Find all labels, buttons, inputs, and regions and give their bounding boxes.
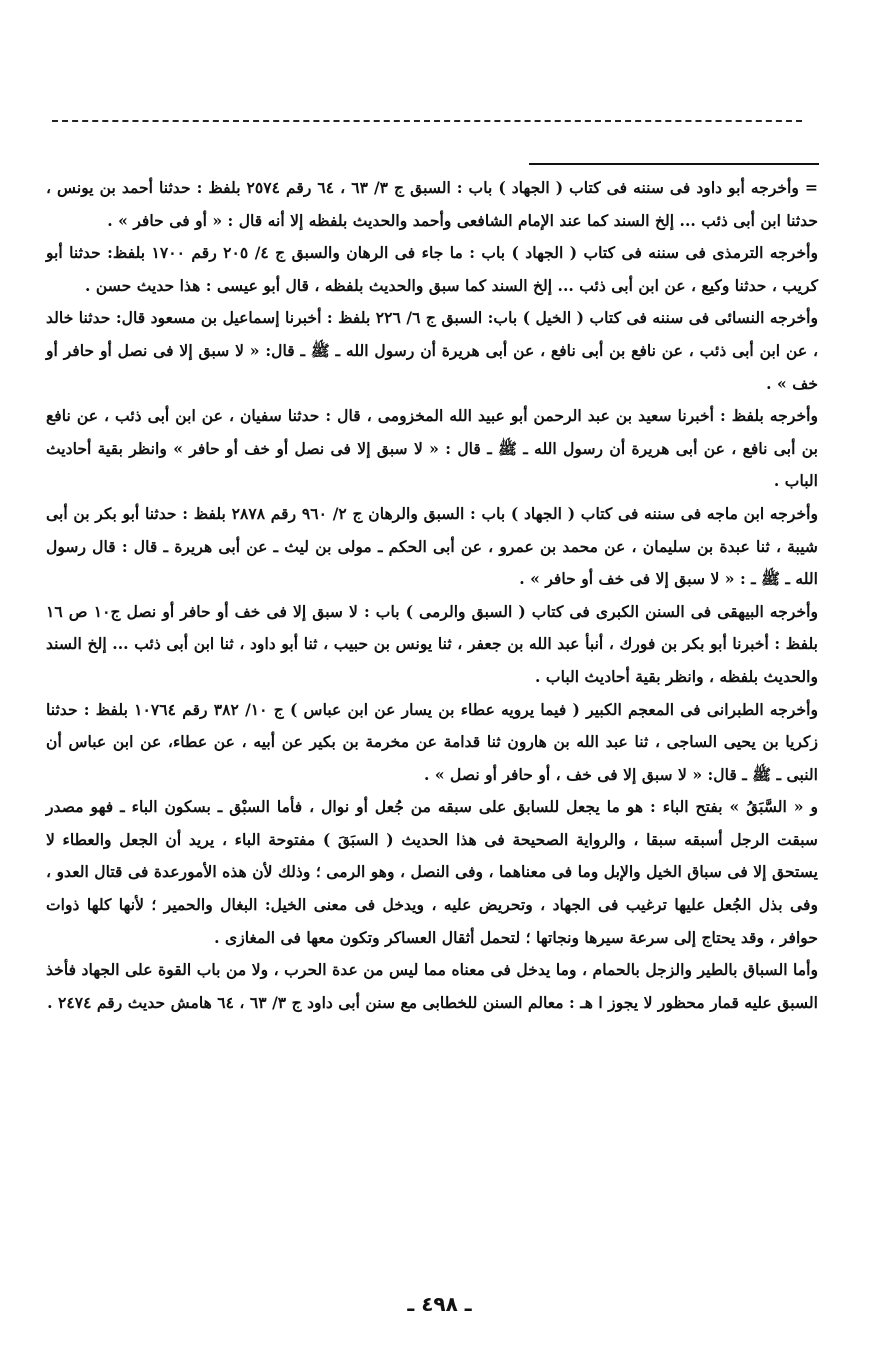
footnote-paragraph: وأخرجه بلفظ : أخبرنا سعيد بن عبد الرحمن أبو عبيد الله المخزومى ، قال : حدثنا سفيان ، عن ابن أبى ذئب ، عن نافع بن أبى نافع ، عن أبى هريرة أن رسول الله ـ ﷺ ـ قال : « لا سبق إلا فى نصل أو خف أو حافر » وانظر بقية أحاديث الباب . (46, 406, 818, 491)
header-separator (52, 120, 802, 122)
footnote-paragraph: وأخرجه البيهقى فى السنن الكبرى فى كتاب ( السبق والرمى ) باب : لا سبق إلا فى خف أو حافر أو نصل ج١٠ ص ١٦ بلفظ : أخبرنا أبو بكر بن فورك ، أنبأ عبد الله بن جعفر ، ثنا يونس بن حبيب ، ثنا أبو داود ، ثنا ابن أبى ذئب ... إلخ السند والحديث بلفظه ، وانظر بقية أحاديث الباب . (46, 601, 819, 686)
footnote-paragraph: وأخرجه ابن ماجه فى سننه فى كتاب ( الجهاد ) باب : السبق والرهان ج ٢/ ٩٦٠ رقم ٢٨٧٨ بلفظ : حدثنا أبو بكر بن أبى شيبة ، ثنا عبدة بن سليمان ، عن محمد بن عمرو ، عن أبى الحكم ـ مولى بن ليث ـ عن أبى هريرة ـ قال : قال رسول الله ـ ﷺ ـ : « لا سبق إلا فى خف أو حافر » . (46, 503, 818, 589)
footnote-paragraph: = وأخرجه أبو داود فى سننه فى كتاب ( الجهاد ) باب : السبق ج ٣/ ٦٣ ، ٦٤ رقم ٢٥٧٤ بلفظ : حدثنا أحمد بن يونس ، حدثنا ابن أبى ذئب ... إلخ السند كما عند الإمام الشافعى وأحمد والحديث بلفظه إلا أنه قال : « أو فى حافر » . (46, 178, 818, 230)
footnote-paragraph: وأما السباق بالطير والزجل بالحمام ، وما يدخل فى معناه مما ليس من عدة الحرب ، ولا من باب القوة على الجهاد فأخذ السبق عليه قمار محظور لا يجوز ا هـ : معالم السنن للخطابى مع سنن أبى داود ج ٣/ ٦٣ ، ٦٤ هامش حديث رقم ٢٤٧٤ . (46, 960, 818, 1012)
footnote-paragraph: وأخرجه الطبرانى فى المعجم الكبير ( فيما يرويه عطاء بن يسار عن ابن عباس ) ج ١٠/ ٣٨٢ رقم ١٠٧٦٤ بلفظ : حدثنا زكريا بن يحيى الساجى ، ثنا عبد الله بن هارون ثنا قدامة عن مخرمة بن بكير عن أبيه ، عن عطاء، عن ابن عباس أن النبى ـ ﷺ ـ قال: « لا سبق إلا فى خف ، أو حافر أو نصل » . (46, 699, 819, 784)
page-number: ـ ٤٩٨ ـ (407, 1292, 472, 1316)
footnote-paragraph: وأخرجه النسائى فى سننه فى كتاب ( الخيل ) باب: السبق ج ٦/ ٢٢٦ بلفظ : أخبرنا إسماعيل بن مسعود قال: حدثنا خالد ، عن ابن أبى ذئب ، عن نافع بن أبى نافع ، عن أبى هريرة أن رسول الله ـ ﷺ ـ قال: « لا سبق إلا فى نصل أو حافر أو خف » . (46, 308, 819, 393)
footnote-rule (529, 163, 819, 165)
footnote-paragraph: وأخرجه الترمذى فى سننه فى كتاب ( الجهاد ) باب : ما جاء فى الرهان والسبق ج ٤/ ٢٠٥ رقم ١٧٠٠ بلفظ: حدثنا أبو كريب ، حدثنا وكيع ، عن ابن أبى ذئب ... إلخ السند كما سبق والحديث بلفظه ، قال أبو عيسى : هذا حديث حسن . (46, 243, 818, 295)
footnote-paragraph: و « السَّبَقُ » بفتح الباء : هو ما يجعل للسابق على سبقه من جُعل أو نوال ، فأما السبْق ـ بسكون الباء ـ فهو مصدر سبقت الرجل أسبقه سبقا ، والرواية الصحيحة فى هذا الحديث ( السبَقَ ) مفتوحة الباء ، يريد أن الجعل والعطاء لا يستحق إلا فى سباق الخيل والإبل وما فى معناهما ، وفى النصل ، وهو الرمى ؛ وذلك لأن هذه الأمورعدة فى قتال العدو ، وفى بذل الجُعل عليها ترغيب فى الجهاد ، وتحريض عليه ، ويدخل فى معنى الخيل: البغال والحمير ؛ لأنها كلها ذوات حوافر ، وقد يحتاج إلى سرعة سيرها ونجاتها ؛ لتحمل أثقال العساكر وتكون معها فى المغازى . (46, 797, 818, 947)
footnotes-section (46, 172, 818, 1019)
